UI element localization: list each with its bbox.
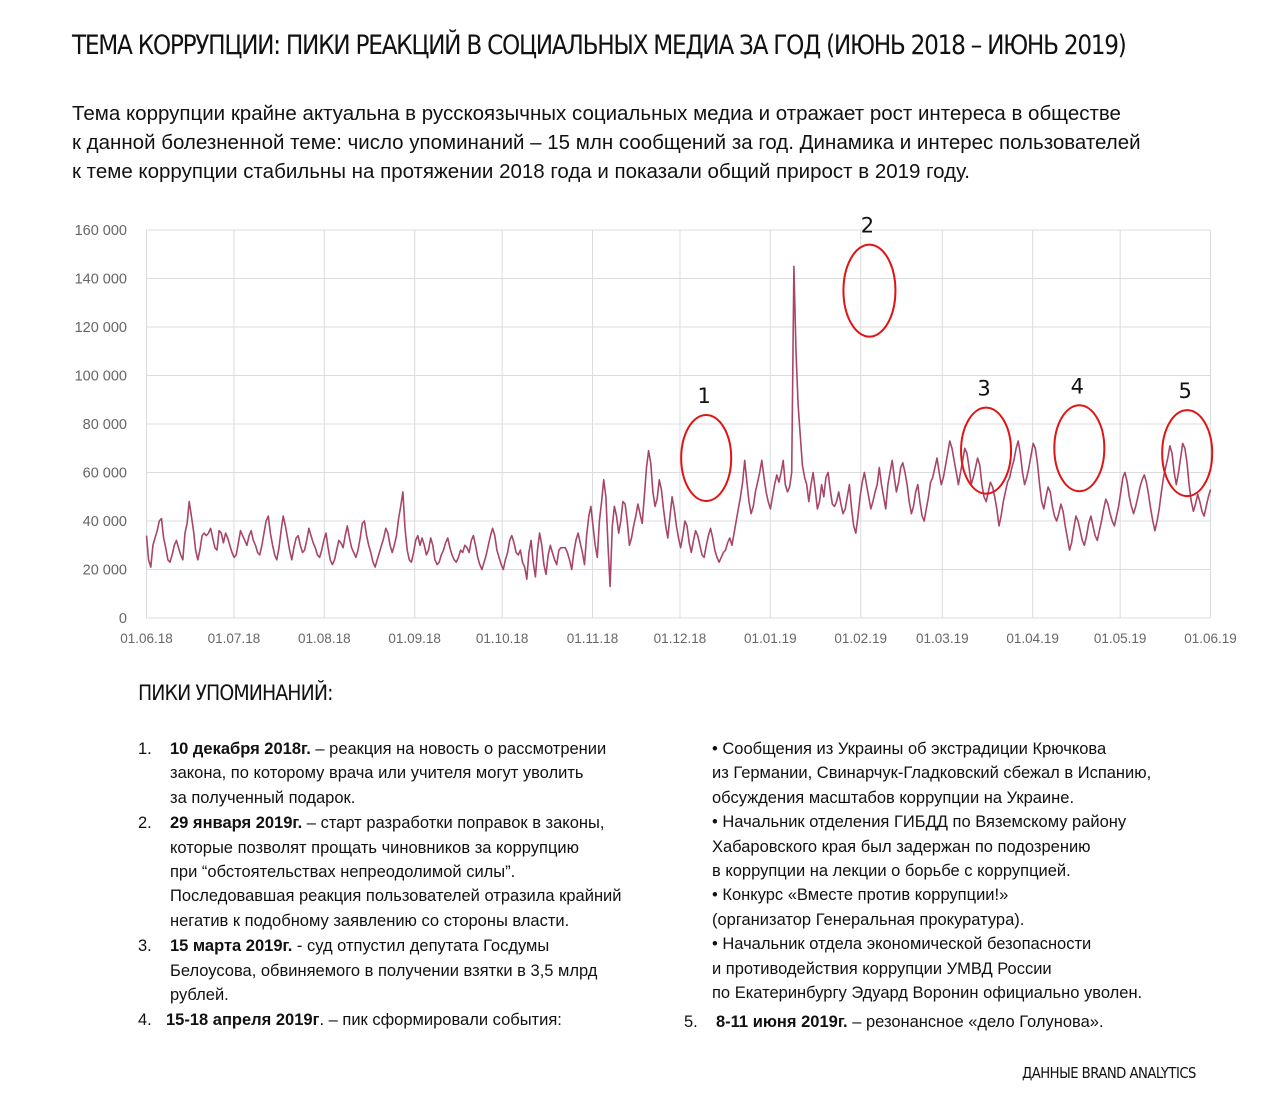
x-axis-ticks bbox=[120, 631, 1237, 646]
peak4-detail: по Екатеринбургу Эдуард Воронин официально уволен. bbox=[712, 984, 1143, 1003]
peak-item-2 bbox=[138, 811, 678, 933]
x-tick-label: 01.11.18 bbox=[566, 631, 619, 646]
y-tick-label: 120 000 bbox=[74, 320, 127, 336]
peak-date: 15-18 апреля 2019г bbox=[166, 1011, 320, 1030]
peak-text: негатив к подобному заявлению со стороны власти. bbox=[170, 911, 570, 930]
peak-circle-1 bbox=[681, 415, 731, 501]
intro-text bbox=[72, 99, 1222, 186]
peak-label-3: 3 bbox=[977, 376, 991, 401]
x-tick-label: 01.05.19 bbox=[1093, 631, 1147, 646]
x-tick-label: 01.07.18 bbox=[207, 631, 261, 646]
peak-label-1: 1 bbox=[697, 383, 711, 408]
peaks-title: ПИКИ УПОМИНАНИЙ: bbox=[138, 681, 333, 705]
peak4-detail: • Сообщения из Украины об экстрадиции Крючкова bbox=[712, 740, 1107, 758]
peak-label-2: 2 bbox=[860, 213, 875, 238]
x-tick-label: 01.09.18 bbox=[388, 631, 441, 646]
x-tick-label: 01.02.19 bbox=[834, 631, 887, 646]
peaks-list-right bbox=[684, 737, 1244, 1035]
peak-item-3 bbox=[138, 934, 678, 1007]
x-tick-label: 01.10.18 bbox=[475, 631, 529, 646]
y-tick-label: 140 000 bbox=[74, 271, 127, 288]
data-source: ДАННЫЕ BRAND ANALYTICS bbox=[1022, 1064, 1196, 1082]
mentions-series-line bbox=[147, 266, 1211, 586]
peak-text: которые позволят прощать чиновников за коррупцию bbox=[170, 838, 579, 857]
y-tick-label: 160 000 bbox=[74, 223, 127, 239]
peak-number: 1. bbox=[138, 740, 152, 758]
chart-grid bbox=[146, 230, 1211, 618]
y-tick-label: 0 bbox=[118, 611, 127, 627]
peak-text: . – пик сформировали события: bbox=[319, 1011, 562, 1030]
peak-text: – реакция на новость о рассмотрении bbox=[310, 740, 607, 758]
y-tick-label: 80 000 bbox=[82, 417, 127, 433]
peak-date: 15 марта 2019г. bbox=[170, 937, 293, 956]
x-tick-label: 01.04.19 bbox=[1006, 631, 1059, 646]
peak-number: 3. bbox=[138, 937, 152, 956]
x-tick-label: 01.12.18 bbox=[653, 631, 707, 646]
peak-label-5: 5 bbox=[1178, 379, 1192, 404]
peak4-detail: обсуждения масштабов коррупции на Украине. bbox=[712, 788, 1075, 807]
y-tick-label: 40 000 bbox=[82, 514, 127, 530]
peak4-detail: и противодействия коррупции УМВД России bbox=[712, 959, 1052, 978]
peak4-detail: (организатор Генеральная прокуратура). bbox=[712, 910, 1025, 929]
peak-circle-4 bbox=[1054, 405, 1104, 491]
y-axis-ticks bbox=[75, 223, 127, 627]
peak-number: 5. bbox=[684, 1013, 698, 1032]
peak-circle-5 bbox=[1162, 410, 1212, 496]
peak4-detail: из Германии, Свинарчук-Гладковский сбежал в Испанию, bbox=[712, 764, 1152, 783]
peak-text: – старт разработки поправок в законы, bbox=[302, 814, 605, 833]
y-tick-label: 100 000 bbox=[74, 368, 127, 385]
peak-circle-2 bbox=[843, 245, 895, 337]
peak-text: закона, по которому врача или учителя могут уволить bbox=[170, 764, 584, 783]
peak-date: 29 января 2019г. bbox=[170, 814, 303, 833]
peak-text: рублей. bbox=[170, 986, 229, 1005]
intro-line: к теме коррупции стабильны на протяжении 2018 года и показали общий прирост в 2019 году. bbox=[72, 160, 970, 183]
x-tick-label: 01.06.19 bbox=[1184, 631, 1237, 646]
x-tick-label: 01.03.19 bbox=[916, 631, 969, 646]
x-tick-label: 01.08.18 bbox=[298, 631, 351, 646]
peak-date: 8-11 июня 2019г. bbox=[716, 1013, 848, 1032]
peak-text: за полученный подарок. bbox=[170, 788, 356, 807]
peak4-detail: в коррупции на лекции о борьбе с коррупцией. bbox=[712, 862, 1071, 881]
peak4-detail: Хабаровского края был задержан по подозрению bbox=[712, 837, 1091, 856]
peak-text: при “обстоятельствах непреодолимой силы”. bbox=[170, 863, 516, 882]
peak-text: - суд отпустил депутата Госдумы bbox=[292, 937, 550, 956]
peak-date: 10 декабря 2018г. bbox=[170, 740, 311, 758]
peak-item-4 bbox=[138, 1008, 678, 1032]
peak-number: 2. bbox=[138, 814, 152, 833]
y-tick-label: 60 000 bbox=[82, 465, 127, 482]
peak-item-1 bbox=[138, 737, 678, 810]
peak-text: – резонансное «дело Голунова». bbox=[847, 1013, 1104, 1032]
mentions-line-chart bbox=[0, 200, 1280, 660]
peak-text: Белоусова, обвиняемого в получении взятки в 3,5 млрд bbox=[170, 961, 598, 980]
peak-label-4: 4 bbox=[1070, 374, 1085, 399]
intro-line: Тема коррупции крайне актуальна в русскоязычных социальных медиа и отражает рост интереса в обществе bbox=[72, 102, 1121, 125]
peaks-list-left bbox=[138, 737, 678, 1034]
intro-line: к данной болезненной теме: число упоминаний – 15 млн сообщений за год. Динамика и интерес пользователей bbox=[72, 131, 1141, 154]
peak4-detail: • Начальник отделения ГИБДД по Вяземскому району bbox=[712, 813, 1127, 832]
peak4-detail: • Конкурс «Вместе против коррупции!» bbox=[712, 886, 1009, 905]
x-tick-label: 01.01.19 bbox=[744, 631, 797, 646]
peak-number: 4. bbox=[138, 1011, 152, 1030]
peak-text: Последовавшая реакция пользователей отразила крайний bbox=[170, 887, 622, 906]
y-tick-label: 20 000 bbox=[82, 562, 127, 579]
page-title: ТЕМА КОРРУПЦИИ: ПИКИ РЕАКЦИЙ В СОЦИАЛЬНЫХ МЕДИА ЗА ГОД (ИЮНЬ 2018 – ИЮНЬ 2019) bbox=[72, 30, 1126, 61]
x-tick-label: 01.06.18 bbox=[120, 631, 173, 646]
peak-item-5 bbox=[684, 1010, 1244, 1034]
peak-circle-3 bbox=[961, 408, 1011, 494]
peak4-detail: • Начальник отдела экономической безопасности bbox=[712, 935, 1092, 954]
